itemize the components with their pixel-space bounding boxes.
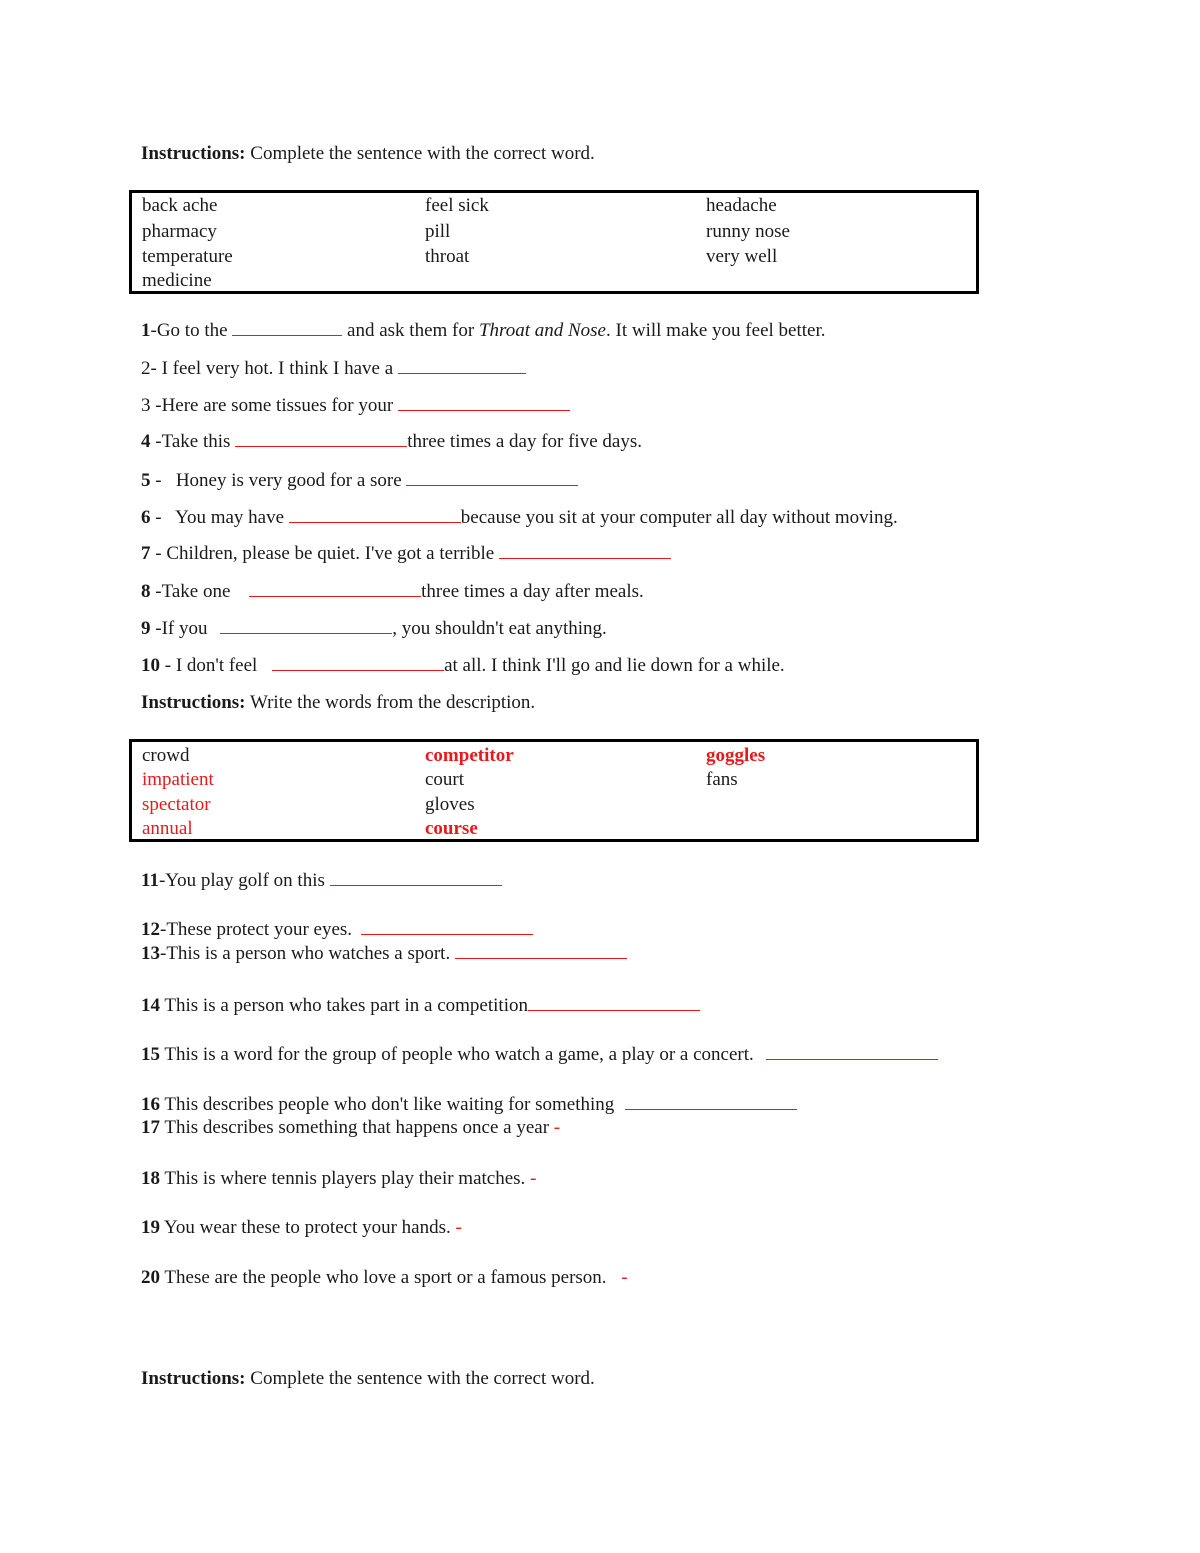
question-number: 16 <box>141 1094 160 1115</box>
question-text: . It will make you feel better. <box>606 320 826 341</box>
word-item: very well <box>706 246 778 267</box>
question-13 <box>141 941 627 966</box>
question-11 <box>141 868 502 893</box>
word-item: headache <box>706 195 777 216</box>
question-text: -These protect your eyes. <box>160 919 353 940</box>
question-5 <box>141 468 578 493</box>
word-item: temperature <box>142 246 233 267</box>
question-text: -Take one <box>150 581 231 602</box>
word-item: medicine <box>142 270 212 291</box>
answer-blank[interactable] <box>455 941 627 959</box>
question-14 <box>141 993 700 1018</box>
word-item-answered: goggles <box>706 745 766 766</box>
answer-blank[interactable] <box>398 356 526 374</box>
word-item-answered: annual <box>142 818 193 839</box>
answer-dash: - <box>621 1267 628 1288</box>
question-number: 1 <box>141 320 151 341</box>
word-item: pharmacy <box>142 221 217 242</box>
instructions-label: Instructions: <box>141 143 246 164</box>
question-text-italic: Throat and Nose <box>478 320 606 341</box>
question-text: This is where tennis players play their matches. <box>160 1168 526 1189</box>
instructions-text: Complete the sentence with the correct word. <box>250 1368 595 1389</box>
question-text: - Children, please be quiet. I've got a terrible <box>150 543 495 564</box>
answer-blank[interactable] <box>289 505 461 523</box>
instructions-3 <box>141 1367 595 1391</box>
question-text: This is a word for the group of people who watch a game, a play or a concert. <box>160 1044 754 1065</box>
question-text: at all. I think I'll go and lie down for a while. <box>444 655 785 676</box>
instructions-text: Complete the sentence with the correct word. <box>250 143 595 164</box>
instructions-1 <box>141 142 595 166</box>
question-19 <box>141 1216 462 1240</box>
question-8 <box>141 579 644 604</box>
word-item: pill <box>425 221 451 242</box>
question-17 <box>141 1116 560 1140</box>
question-number: 18 <box>141 1168 160 1189</box>
question-text: This describes people who don't like waiting for something <box>160 1094 615 1115</box>
answer-blank[interactable] <box>528 993 700 1011</box>
question-number: 14 <box>141 995 160 1016</box>
question-20 <box>141 1266 628 1290</box>
word-item-answered: course <box>425 818 478 839</box>
word-item: crowd <box>142 745 190 766</box>
question-number: 13 <box>141 943 160 964</box>
word-item-answered: competitor <box>425 745 514 766</box>
question-text: - I don't feel <box>160 655 258 676</box>
word-item-answered: spectator <box>142 794 211 815</box>
answer-blank[interactable] <box>249 579 421 597</box>
answer-blank[interactable] <box>232 318 342 336</box>
word-item: feel sick <box>425 195 489 216</box>
question-15 <box>141 1042 938 1067</box>
answer-blank[interactable] <box>625 1092 797 1110</box>
instructions-2 <box>141 691 535 715</box>
word-item-answered: impatient <box>142 769 214 790</box>
instructions-text: Write the words from the description. <box>249 692 536 713</box>
answer-blank[interactable] <box>398 393 570 411</box>
question-text: -Go to the <box>150 320 228 341</box>
question-text: 3 -Here are some tissues for your <box>141 395 394 416</box>
question-text: This describes something that happens once a year <box>160 1117 550 1138</box>
word-box-sports <box>129 739 979 842</box>
question-text: You wear these to protect your hands. <box>160 1217 451 1238</box>
question-text: - You may have <box>150 507 285 528</box>
question-number: 15 <box>141 1044 160 1065</box>
question-number: 9 <box>141 618 151 639</box>
word-item: gloves <box>425 794 475 815</box>
question-12 <box>141 917 533 942</box>
question-text: -You play golf on this <box>158 870 325 891</box>
question-text: - Honey is very good for a sore <box>150 470 402 491</box>
question-3 <box>141 393 570 418</box>
question-text: three times a day for five days. <box>407 431 642 452</box>
word-item: runny nose <box>706 221 790 242</box>
question-10 <box>141 653 785 678</box>
word-box-health <box>129 190 979 294</box>
answer-blank[interactable] <box>272 653 444 671</box>
question-text: three times a day after meals. <box>421 581 644 602</box>
answer-blank[interactable] <box>361 917 533 935</box>
question-text: because you sit at your computer all day without moving. <box>460 507 898 528</box>
answer-blank[interactable] <box>220 616 392 634</box>
question-number: 20 <box>141 1267 160 1288</box>
question-number: 7 <box>141 543 151 564</box>
question-4 <box>141 429 642 454</box>
answer-blank[interactable] <box>766 1042 938 1060</box>
question-2 <box>141 356 526 381</box>
question-18 <box>141 1167 536 1191</box>
question-number: 19 <box>141 1217 160 1238</box>
question-9 <box>141 616 607 641</box>
question-number: 17 <box>141 1117 160 1138</box>
answer-dash: - <box>553 1117 561 1138</box>
word-item: court <box>425 769 465 790</box>
answer-dash: - <box>530 1168 537 1189</box>
instructions-label: Instructions: <box>141 692 246 713</box>
question-text: -Take this <box>150 431 231 452</box>
answer-blank[interactable] <box>235 429 407 447</box>
question-text: , you shouldn't eat anything. <box>392 618 607 639</box>
question-number: 5 <box>141 470 151 491</box>
question-number: 4 <box>141 431 151 452</box>
question-text: -This is a person who watches a sport. <box>160 943 451 964</box>
answer-blank[interactable] <box>499 541 671 559</box>
answer-dash: - <box>455 1217 462 1238</box>
question-text: and ask them for <box>347 320 475 341</box>
question-text: -If you <box>150 618 208 639</box>
question-6 <box>141 505 898 530</box>
question-16 <box>141 1092 797 1117</box>
question-number: 11 <box>141 870 159 891</box>
answer-blank[interactable] <box>330 868 502 886</box>
word-item: throat <box>425 246 470 267</box>
word-item: back ache <box>142 195 218 216</box>
question-text: This is a person who takes part in a competition <box>160 995 528 1016</box>
question-1 <box>141 318 825 343</box>
question-number: 10 <box>141 655 160 676</box>
question-text: 2- I feel very hot. I think I have a <box>141 358 394 379</box>
question-7 <box>141 541 671 566</box>
question-number: 8 <box>141 581 151 602</box>
question-number: 12 <box>141 919 160 940</box>
instructions-label: Instructions: <box>141 1368 246 1389</box>
answer-blank[interactable] <box>406 468 578 486</box>
word-item: fans <box>706 769 738 790</box>
question-text: These are the people who love a sport or a famous person. <box>160 1267 607 1288</box>
question-number: 6 <box>141 507 151 528</box>
